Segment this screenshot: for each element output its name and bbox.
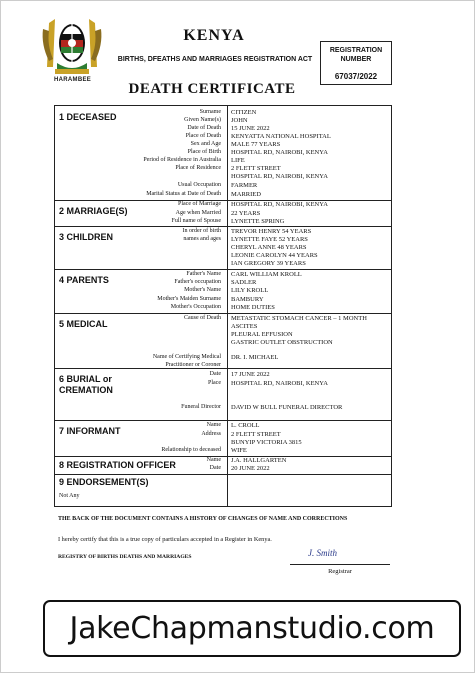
column-divider [227,106,228,506]
document-title: DEATH CERTIFICATE [128,81,296,97]
field-label: Cause of Death [184,315,221,321]
act-title: BIRTHS, DFEATHS AND MARRIAGES REGISTRATION ACT [117,56,313,63]
field-label: Sex and Age [190,141,221,147]
field-label: Relationship to deceased [161,447,221,453]
child-entry: LYNETTE FAYE 52 YEARS [231,236,308,243]
registration-label: REGISTRATION [329,47,383,54]
section-heading-cremation: CREMATION [59,385,113,395]
field-value: 15 JUNE 2022 [231,125,270,132]
registration-number-box [320,41,392,85]
field-value: FARMER [231,182,258,189]
field-value: MARRIED [231,191,261,198]
field-label: Period of Residence in Australia [143,157,221,163]
crest-motto: HARAMBEE [54,77,92,83]
field-value: 20 JUNE 2022 [231,465,270,472]
field-label: Name of Certifying Medical [152,354,221,360]
section-heading-marriage: 2 MARRIAGE(S) [59,206,128,216]
row-divider [55,474,391,475]
field-label: Usual Occupation [177,182,221,188]
field-label: Date of Death [187,125,221,131]
field-label: Mother's Maiden Surname [157,296,221,302]
field-value: BAMBURY [231,296,264,303]
field-label: In order of birth [182,228,221,234]
section-heading-burial: 6 BURIAL or [59,374,112,384]
field-label: Practitioner or Coroner [165,362,221,368]
field-label: Father's occupation [174,279,221,285]
kenya-coat-of-arms-icon [39,15,105,77]
child-entry: IAN GREGORY 39 YEARS [231,260,306,267]
field-label: Full name of Spouse [171,218,221,224]
row-divider [55,226,391,227]
field-value: 2 FLETT STREET [231,431,281,438]
field-label: Age when Married [175,210,221,216]
row-divider [55,200,391,201]
field-label: Surname [199,109,221,115]
child-entry: LEONIE CAROLYN 44 YEARS [231,252,318,259]
field-label: Mother's Occupation [170,304,221,310]
section-heading-children: 3 CHILDREN [59,232,114,242]
field-value: 22 YEARS [231,210,261,217]
section-heading-medical: 5 MEDICAL [59,319,108,329]
field-value: WIFE [231,447,247,454]
field-label: Date [209,465,221,471]
field-value: SADLER [231,279,257,286]
field-value: L. CROLL [231,422,260,429]
field-label: names and ages [183,236,221,242]
field-value: HOME DUTIES [231,304,275,311]
field-label: Given Name(s) [184,117,221,123]
field-label: Place [208,380,221,386]
registrar-signature: J. Smith [308,548,337,558]
field-label: Address [201,431,221,437]
row-divider [55,269,391,270]
certifier-value: DR. I. MICHAEL [231,354,279,361]
section-heading-registration-officer: 8 REGISTRATION OFFICER [59,460,176,470]
field-value: LYNETTE SPRING [231,218,285,225]
registry-name: REGISTRY OF BIRTHS DEATHS AND MARRIAGES [58,554,192,560]
field-value: MALE 77 YEARS [231,141,281,148]
cause-of-death: PLEURAL EFFUSION [231,331,293,338]
field-value: HOSPITAL RD, NAIROBI, KENYA [231,380,328,387]
field-label: Date [209,371,221,377]
field-value: J.A. HALLGARTEN [231,457,287,464]
field-value: LIFE [231,157,245,164]
field-label: Mother's Name [184,287,221,293]
field-value: HOSPITAL RD, NAIROBI, KENYA [231,201,328,208]
field-value: 17 JUNE 2022 [231,371,270,378]
field-value: CARL WILLIAM KROLL [231,271,302,278]
field-label: Funeral Director [181,404,221,410]
row-divider [55,456,391,457]
field-value: LILY KROLL [231,287,269,294]
signature-line [290,564,390,565]
field-label: Place of Marriage [178,201,221,207]
field-value: 2 FLETT STREET [231,165,281,172]
field-label: Place of Residence [175,165,221,171]
certification-statement: I hereby certify that this is a true copy of particulars accepted in a Register in Kenya. [58,536,272,543]
field-label: Name [206,422,221,428]
field-label: Place of Birth [187,149,221,155]
country-title: KENYA [183,27,245,44]
section-heading-informant: 7 INFORMANT [59,426,121,436]
field-value: BUNYIP VICTORIA 3815 [231,439,302,446]
child-entry: CHERYL ANNE 48 YEARS [231,244,307,251]
endorsement-value: Not Any [59,493,80,499]
registrar-label: Registrar [328,568,352,575]
field-value: CITIZEN [231,109,257,116]
row-divider [55,420,391,421]
certificate-table [54,105,392,507]
child-entry: TREVOR HENRY 54 YEARS [231,228,312,235]
registration-number: 67037/2022 [334,72,378,81]
section-heading-deceased: 1 DECEASED [59,112,117,122]
section-heading-parents: 4 PARENTS [59,275,109,285]
field-value: KENYATTA NATIONAL HOSPITAL [231,133,331,140]
field-value: HOSPITAL RD, NAIROBI, KENYA [231,149,328,156]
field-label: Marital Status at Date of Death [146,191,221,197]
back-of-document-note: THE BACK OF THE DOCUMENT CONTAINS A HISTORY OF CHANGES OF NAME AND CORRECTIONS [58,516,348,522]
registration-label: NUMBER [340,56,372,63]
cause-of-death: ASCITES [231,323,258,330]
field-label: Place of Death [185,133,221,139]
field-value: JOHN [231,117,248,124]
row-divider [55,368,391,369]
field-value: HOSPITAL RD, NAIROBI, KENYA [231,173,328,180]
field-value: DAVID W BULL FUNERAL DIRECTOR [231,404,343,411]
section-heading-endorsements: 9 ENDORSEMENT(S) [59,477,149,487]
field-label: Name [206,457,221,463]
cause-of-death: GASTRIC OUTLET OBSTRUCTION [231,339,333,346]
row-divider [55,313,391,314]
cause-of-death: METASTATIC STOMACH CANCER – 1 MONTH [231,315,367,322]
field-label: Father's Name [186,271,221,277]
watermark-banner: JakeChapmanstudio.com [43,600,461,657]
